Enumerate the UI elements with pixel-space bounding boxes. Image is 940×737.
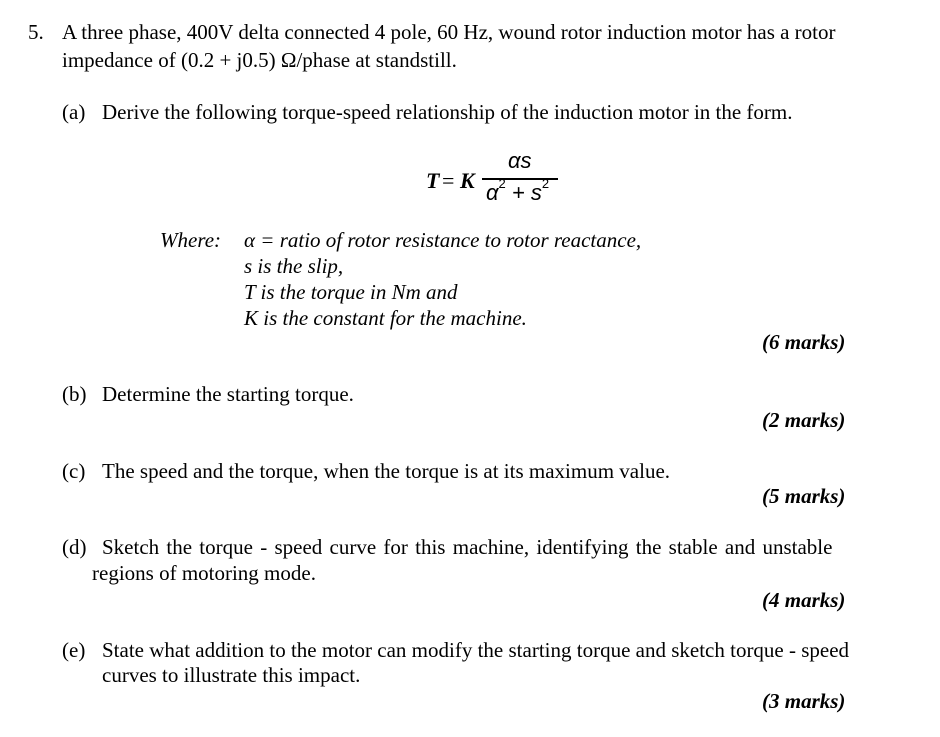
formula-equals: = xyxy=(442,168,455,193)
question-intro-line-1: A three phase, 400V delta connected 4 pole, 60 Hz, wound rotor induction motor has a rotor xyxy=(62,20,836,44)
part-e-marks: (3 marks) xyxy=(762,689,846,713)
where-line-3: T is the torque in Nm and xyxy=(244,280,458,304)
part-d-marks: (4 marks) xyxy=(762,588,846,612)
den-plus-s: + s xyxy=(505,180,542,205)
part-c-text: The speed and the torque, when the torque is at its maximum value. xyxy=(102,459,671,483)
den-sup-1: 2 xyxy=(498,176,506,191)
question-number: 5. xyxy=(28,20,44,44)
part-d-label: (d) xyxy=(62,535,87,559)
formula-constant: K xyxy=(460,168,475,193)
formula-lhs: T xyxy=(426,168,440,193)
part-c-label: (c) xyxy=(62,459,86,483)
part-a-label: (a) xyxy=(62,100,86,124)
where-line-2: s is the slip, xyxy=(244,254,344,278)
question-intro-line-2: impedance of (0.2 + j0.5) Ω/phase at standstill. xyxy=(62,48,457,72)
den-sup-2: 2 xyxy=(541,176,550,191)
part-b-label: (b) xyxy=(62,382,87,406)
part-d-text-line-2: regions of motoring mode. xyxy=(92,561,316,585)
where-label: Where: xyxy=(160,228,222,252)
part-d-text-line-1: Sketch the torque - speed curve for this machine, identifying the stable and unstable xyxy=(102,535,833,559)
where-line-1: α = ratio of rotor resistance to rotor reactance, xyxy=(244,228,642,252)
formula-numerator: αs xyxy=(508,148,532,173)
part-e-label: (e) xyxy=(62,638,86,662)
part-b-text: Determine the starting torque. xyxy=(102,382,354,406)
formula-denominator xyxy=(486,176,550,206)
part-a-marks: (6 marks) xyxy=(762,330,846,354)
part-b-marks: (2 marks) xyxy=(762,408,846,432)
part-e-text-line-2: curves to illustrate this impact. xyxy=(102,663,361,687)
part-a-text: Derive the following torque-speed relationship of the induction motor in the form. xyxy=(102,100,793,124)
den-alpha: α xyxy=(486,180,499,205)
part-c-marks: (5 marks) xyxy=(762,484,846,508)
part-e-text-line-1: State what addition to the motor can modify the starting torque and sketch torque - speed xyxy=(102,638,850,662)
where-line-4: K is the constant for the machine. xyxy=(244,306,527,330)
